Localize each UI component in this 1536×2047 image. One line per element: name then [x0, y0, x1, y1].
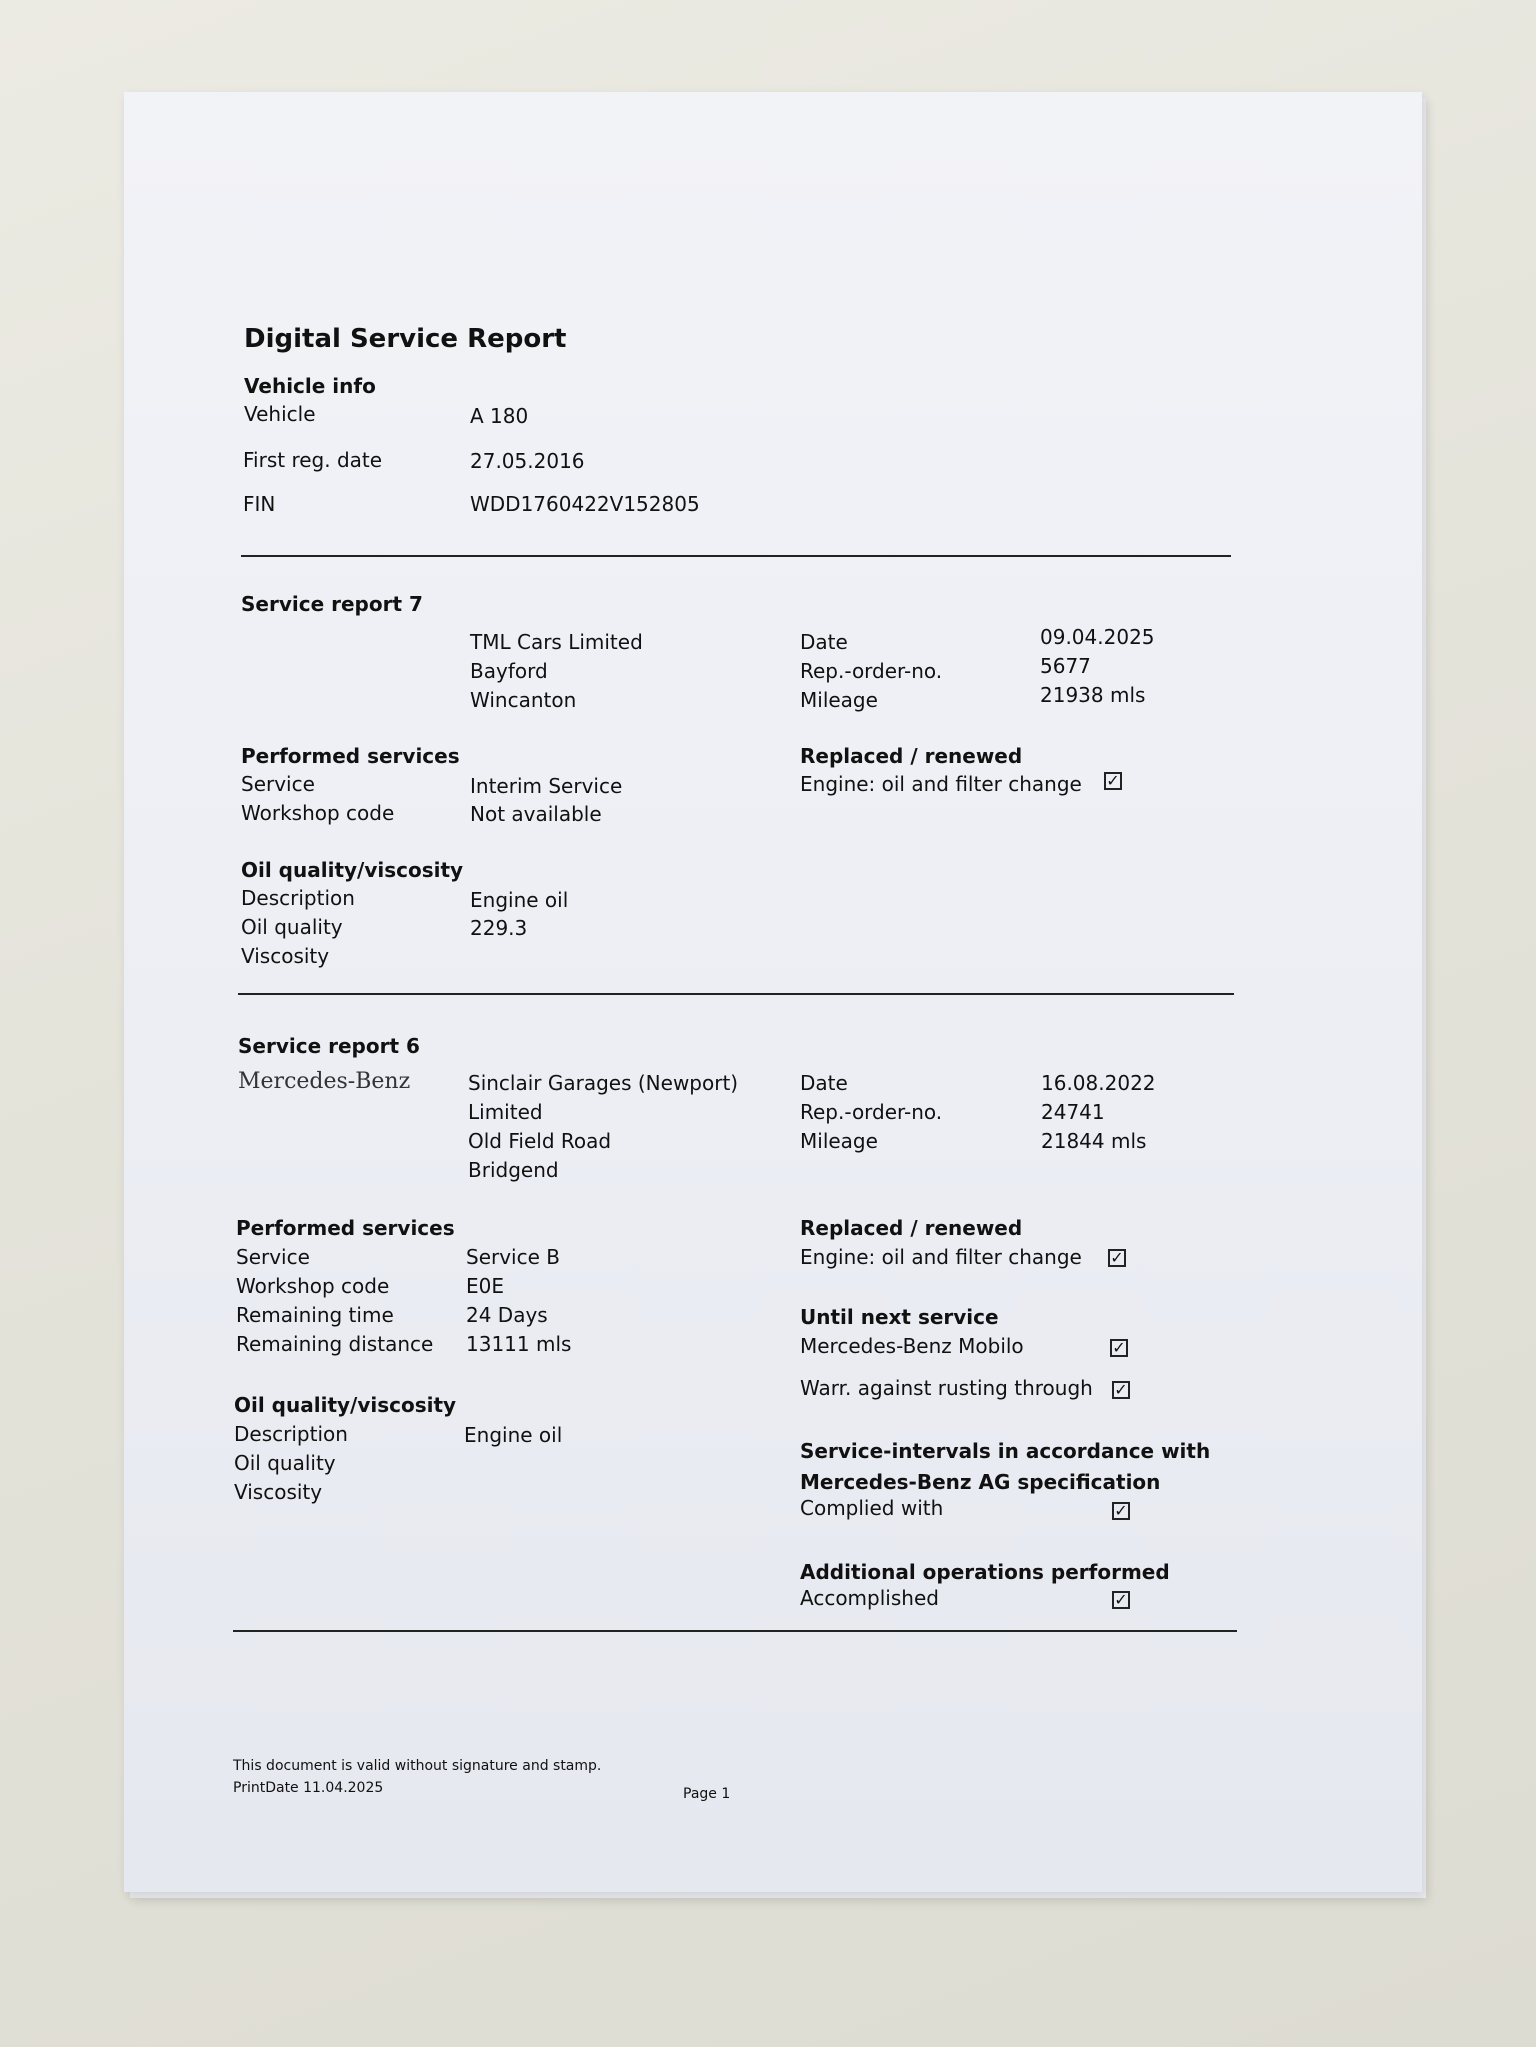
report7-description-label: Description [241, 886, 355, 910]
report7-rep-value: 5677 [1040, 654, 1091, 678]
service-report-page [124, 92, 1422, 1892]
report7-dealer-line: Bayford [470, 659, 548, 683]
fin-label: FIN [243, 492, 276, 516]
report6-intervals-heading-line2: Mercedes-Benz AG specification [800, 1470, 1161, 1494]
check-icon: ✓ [1114, 1380, 1128, 1399]
report6-complied-label: Complied with [800, 1496, 944, 1520]
report6-workshop-value: E0E [466, 1274, 504, 1298]
report6-remaining-distance-label: Remaining distance [236, 1332, 434, 1356]
report6-engine-checkbox [1108, 1249, 1126, 1267]
report6-remaining-time-value: 24 Days [466, 1303, 548, 1327]
report6-engine-label: Engine: oil and filter change [800, 1245, 1082, 1269]
mercedes-benz-logo: Mercedes-Benz [238, 1069, 411, 1094]
report6-description-label: Description [234, 1422, 348, 1446]
report7-replaced-heading: Replaced / renewed [800, 744, 1023, 768]
divider [238, 993, 1234, 995]
fin-value: WDD1760422V152805 [470, 492, 700, 516]
report7-mileage-label: Mileage [800, 688, 878, 712]
report6-accomplished-label: Accomplished [800, 1586, 939, 1610]
report6-rep-value: 24741 [1041, 1100, 1105, 1124]
report7-oil-quality-label: Oil quality [241, 915, 343, 939]
report7-heading: Service report 7 [241, 592, 423, 616]
report6-remaining-time-label: Remaining time [236, 1303, 394, 1327]
report6-service-value: Service B [466, 1245, 560, 1269]
report6-heading: Service report 6 [238, 1034, 420, 1058]
report6-date-label: Date [800, 1071, 848, 1095]
report6-description-value: Engine oil [464, 1423, 563, 1447]
first-reg-value: 27.05.2016 [470, 449, 585, 473]
validity-note: This document is valid without signature and stamp. [233, 1758, 602, 1774]
check-icon: ✓ [1106, 771, 1120, 790]
divider [233, 1630, 1237, 1632]
report6-workshop-label: Workshop code [236, 1274, 390, 1298]
report6-mobilo-checkbox [1110, 1339, 1128, 1357]
divider [241, 555, 1231, 557]
report7-performed-heading: Performed services [241, 744, 460, 768]
report6-viscosity-label: Viscosity [234, 1480, 323, 1504]
report7-oil-quality-value: 229.3 [470, 916, 528, 940]
first-reg-label: First reg. date [243, 448, 383, 472]
page-title: Digital Service Report [244, 324, 567, 354]
report6-rep-label: Rep.-order-no. [800, 1100, 943, 1124]
report7-service-label: Service [241, 772, 315, 796]
report7-dealer-line: Wincanton [470, 688, 577, 712]
report6-oil-quality-label: Oil quality [234, 1451, 336, 1475]
report7-oil-heading: Oil quality/viscosity [241, 858, 464, 882]
report7-date-value: 09.04.2025 [1040, 625, 1155, 649]
report6-complied-checkbox [1112, 1502, 1130, 1520]
page-number: Page 1 [683, 1786, 731, 1802]
report6-replaced-heading: Replaced / renewed [800, 1216, 1023, 1240]
report6-mileage-label: Mileage [800, 1129, 878, 1153]
report6-additional-heading: Additional operations performed [800, 1560, 1170, 1584]
report6-dealer-line: Old Field Road [468, 1129, 612, 1153]
report7-engine-checkbox [1104, 772, 1122, 790]
report7-workshop-label: Workshop code [241, 801, 395, 825]
report6-until-heading: Until next service [800, 1305, 999, 1329]
report6-rust-label: Warr. against rusting through [800, 1376, 1093, 1400]
report6-dealer-line: Limited [468, 1100, 543, 1124]
check-icon: ✓ [1110, 1248, 1124, 1267]
report6-remaining-distance-value: 13111 mls [466, 1332, 572, 1356]
report6-date-value: 16.08.2022 [1041, 1071, 1156, 1095]
report7-rep-label: Rep.-order-no. [800, 659, 943, 683]
report6-accomplished-checkbox [1112, 1591, 1130, 1609]
report6-oil-heading: Oil quality/viscosity [234, 1393, 457, 1417]
report7-viscosity-label: Viscosity [241, 944, 330, 968]
report6-intervals-heading: Service-intervals in accordance with [800, 1439, 1211, 1463]
vehicle-value: A 180 [470, 404, 529, 428]
report6-dealer-line: Bridgend [468, 1158, 559, 1182]
report6-performed-heading: Performed services [236, 1216, 455, 1240]
report7-date-label: Date [800, 630, 848, 654]
check-icon: ✓ [1114, 1501, 1128, 1520]
check-icon: ✓ [1112, 1338, 1126, 1357]
report7-engine-label: Engine: oil and filter change [800, 772, 1082, 796]
vehicle-label: Vehicle [244, 402, 316, 426]
report6-rust-checkbox [1112, 1381, 1130, 1399]
vehicle-info-heading: Vehicle info [244, 374, 376, 398]
report6-mobilo-label: Mercedes-Benz Mobilo [800, 1334, 1024, 1358]
check-icon: ✓ [1114, 1590, 1128, 1609]
report6-service-label: Service [236, 1245, 310, 1269]
report6-mileage-value: 21844 mls [1041, 1129, 1147, 1153]
print-date: PrintDate 11.04.2025 [233, 1780, 384, 1796]
report7-workshop-value: Not available [470, 802, 602, 826]
report6-dealer-line: Sinclair Garages (Newport) [468, 1071, 739, 1095]
report7-service-value: Interim Service [470, 774, 623, 798]
report7-dealer-line: TML Cars Limited [470, 630, 643, 654]
report7-mileage-value: 21938 mls [1040, 683, 1146, 707]
report7-description-value: Engine oil [470, 888, 569, 912]
